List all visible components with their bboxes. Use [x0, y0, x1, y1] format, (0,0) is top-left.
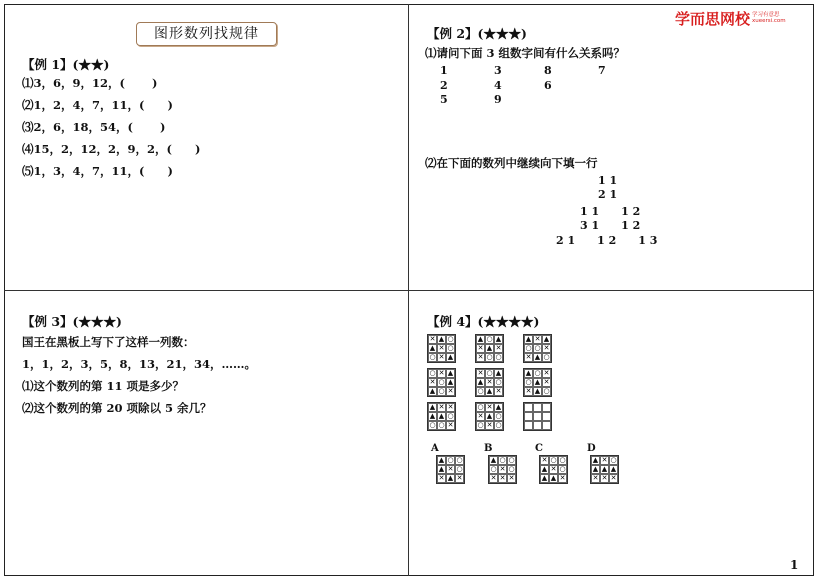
pattern-grid — [523, 334, 552, 363]
grid-cell: ○ — [447, 412, 454, 420]
grid-cell: ✕ — [486, 403, 493, 411]
pattern-grid — [427, 402, 456, 431]
grid-cell: ○ — [438, 421, 445, 429]
grid-cell: ▲ — [550, 474, 557, 482]
grid-cell — [533, 403, 542, 412]
grid-cell: ○ — [610, 456, 617, 464]
grid-cell: ✕ — [508, 474, 515, 482]
grid-cell: ○ — [508, 456, 515, 464]
grid-cell: ▲ — [447, 369, 454, 377]
worksheet-title: 图形数列找规律 — [136, 22, 277, 46]
option-label: D — [587, 443, 596, 454]
grid-cell: ○ — [477, 403, 484, 411]
grid-cell: ▲ — [490, 456, 497, 464]
example-1-item: ⑸1，3，4，7，11，( ) — [22, 164, 173, 178]
grid-cell: ▲ — [601, 465, 608, 473]
grid-cell: ▲ — [447, 378, 454, 386]
grid-cell: ○ — [447, 456, 454, 464]
grid-cell: ▲ — [438, 412, 445, 420]
example-2-heading: 【例 2】(★★★) — [427, 26, 527, 41]
grid-cell: ✕ — [486, 421, 493, 429]
grid-cell: ✕ — [438, 474, 445, 482]
grid-cell: ✕ — [525, 387, 532, 395]
grid-cell — [524, 412, 533, 421]
grid-cell: ✕ — [477, 353, 484, 361]
answer-option-grid — [539, 455, 568, 484]
grid-cell: ○ — [499, 456, 506, 464]
grid-cell: ▲ — [429, 412, 436, 420]
grid-cell: ✕ — [447, 465, 454, 473]
grid-cell: ✕ — [447, 387, 454, 395]
grid-cell: ✕ — [438, 353, 445, 361]
triangle-row: 2 1 — [598, 188, 618, 201]
grid-cell: ○ — [543, 353, 550, 361]
grid-cell: ✕ — [490, 474, 497, 482]
grid-cell — [542, 403, 551, 412]
grid-cell: ▲ — [534, 387, 541, 395]
number-cell: 3 — [494, 64, 502, 77]
grid-cell: ○ — [429, 421, 436, 429]
grid-cell: ✕ — [495, 387, 502, 395]
grid-cell — [533, 421, 542, 430]
grid-cell: ▲ — [592, 465, 599, 473]
grid-cell: ▲ — [534, 353, 541, 361]
grid-cell: ▲ — [429, 403, 436, 411]
grid-cell: ▲ — [438, 465, 445, 473]
grid-cell: ✕ — [495, 344, 502, 352]
example-3-line: 国王在黑板上写下了这样一列数： — [22, 335, 195, 349]
triangle-row: 3 1 1 2 — [580, 219, 641, 232]
example-3-line: ⑴这个数列的第 11 项是多少？ — [22, 379, 185, 393]
answer-option-grid — [488, 455, 517, 484]
grid-cell: ✕ — [543, 369, 550, 377]
grid-cell: ○ — [525, 378, 532, 386]
grid-cell: ✕ — [447, 403, 454, 411]
grid-cell: ✕ — [541, 456, 548, 464]
example-2-part1: ⑴请问下面 3 组数字间有什么关系吗？ — [425, 46, 626, 60]
grid-cell: ✕ — [447, 421, 454, 429]
triangle-row: 1 1 — [598, 174, 618, 187]
triangle-row: 2 1 1 2 1 3 — [556, 234, 658, 247]
example-1-item: ⑶2，6，18，54，( ) — [22, 120, 166, 134]
example-2-part2: ⑵在下面的数列中继续向下填一行 — [425, 156, 598, 170]
grid-cell: ○ — [534, 344, 541, 352]
pattern-grid — [475, 402, 504, 431]
grid-cell: ○ — [495, 353, 502, 361]
grid-cell: ▲ — [495, 403, 502, 411]
grid-cell: ○ — [508, 465, 515, 473]
grid-cell: ▲ — [610, 465, 617, 473]
grid-cell: ✕ — [543, 344, 550, 352]
grid-cell: ✕ — [610, 474, 617, 482]
grid-cell: ▲ — [486, 387, 493, 395]
grid-cell — [524, 403, 533, 412]
brand-logo: 学而思网校 — [675, 10, 751, 28]
example-3-heading: 【例 3】(★★★) — [22, 314, 122, 329]
grid-cell: ○ — [495, 412, 502, 420]
grid-cell: ▲ — [495, 369, 502, 377]
number-cell: 4 — [494, 79, 502, 92]
grid-cell: ○ — [495, 421, 502, 429]
grid-cell: ✕ — [486, 378, 493, 386]
grid-cell: ▲ — [525, 369, 532, 377]
brand-tagline-cn: 学习有意思 — [752, 12, 780, 18]
grid-cell: ▲ — [541, 474, 548, 482]
number-cell: 2 — [440, 79, 448, 92]
grid-cell: ▲ — [543, 335, 550, 343]
number-cell: 9 — [494, 93, 502, 106]
number-cell: 7 — [598, 64, 606, 77]
grid-cell: ○ — [543, 387, 550, 395]
grid-cell: ✕ — [499, 474, 506, 482]
grid-cell: ○ — [447, 335, 454, 343]
grid-cell: ✕ — [543, 378, 550, 386]
grid-cell: ○ — [477, 387, 484, 395]
grid-cell: ○ — [559, 465, 566, 473]
grid-cell: ○ — [486, 369, 493, 377]
grid-cell — [533, 412, 542, 421]
answer-option-grid — [590, 455, 619, 484]
example-3-line: ⑵这个数列的第 20 项除以 5 余几？ — [22, 401, 212, 415]
grid-cell: ✕ — [601, 456, 608, 464]
grid-cell — [524, 421, 533, 430]
brand-tagline — [752, 12, 786, 24]
option-label: A — [431, 443, 439, 454]
answer-option-grid — [436, 455, 465, 484]
grid-cell: ▲ — [438, 456, 445, 464]
number-cell: 8 — [544, 64, 552, 77]
grid-cell: ✕ — [525, 353, 532, 361]
grid-cell: ○ — [486, 335, 493, 343]
grid-cell: ○ — [429, 369, 436, 377]
grid-cell: ○ — [550, 456, 557, 464]
grid-cell: ▲ — [592, 456, 599, 464]
grid-cell: ○ — [429, 353, 436, 361]
grid-cell: ▲ — [486, 412, 493, 420]
grid-cell: ▲ — [477, 378, 484, 386]
grid-cell: ▲ — [429, 344, 436, 352]
example-1-item: ⑷15，2，12，2，9，2，( ) — [22, 142, 201, 156]
option-label: B — [484, 443, 493, 454]
example-3-line: 1，1，2，3，5，8，13，21，34，……。 — [22, 357, 257, 371]
grid-cell: ▲ — [486, 344, 493, 352]
pattern-grid — [475, 334, 504, 363]
grid-cell: ✕ — [601, 474, 608, 482]
grid-cell: ○ — [490, 465, 497, 473]
grid-cell: ✕ — [456, 474, 463, 482]
pattern-grid — [475, 368, 504, 397]
pattern-grid — [427, 334, 456, 363]
grid-cell: ○ — [456, 456, 463, 464]
grid-cell — [542, 421, 551, 430]
grid-cell: ✕ — [477, 344, 484, 352]
option-label: C — [535, 443, 543, 454]
grid-cell: ✕ — [477, 369, 484, 377]
grid-cell: ✕ — [559, 474, 566, 482]
grid-cell: ▲ — [525, 335, 532, 343]
horizontal-divider — [4, 290, 814, 291]
example-1-item: ⑵1，2，4，7，11，( ) — [22, 98, 173, 112]
blank-answer-grid — [523, 402, 552, 431]
grid-cell: ○ — [456, 465, 463, 473]
grid-cell: ▲ — [534, 378, 541, 386]
grid-cell: ○ — [438, 378, 445, 386]
grid-cell: ▲ — [447, 474, 454, 482]
grid-cell: ▲ — [429, 387, 436, 395]
grid-cell: ✕ — [438, 344, 445, 352]
grid-cell: ○ — [447, 344, 454, 352]
grid-cell: ▲ — [541, 465, 548, 473]
grid-cell: ▲ — [477, 335, 484, 343]
grid-cell: ✕ — [499, 465, 506, 473]
grid-cell: ○ — [559, 456, 566, 464]
grid-cell: ✕ — [592, 474, 599, 482]
brand-url: xueersi.com — [752, 18, 786, 24]
grid-cell: ▲ — [495, 335, 502, 343]
grid-cell: ○ — [534, 369, 541, 377]
number-cell: 5 — [440, 93, 448, 106]
grid-cell: ✕ — [438, 369, 445, 377]
grid-cell: ○ — [477, 421, 484, 429]
grid-cell: ○ — [525, 344, 532, 352]
number-cell: 6 — [544, 79, 552, 92]
number-cell: 1 — [440, 64, 448, 77]
grid-cell: ▲ — [438, 335, 445, 343]
pattern-grid — [523, 368, 552, 397]
grid-cell: ○ — [495, 378, 502, 386]
triangle-row: 1 1 1 2 — [580, 205, 641, 218]
pattern-grid — [427, 368, 456, 397]
grid-cell: ✕ — [429, 378, 436, 386]
grid-cell: ▲ — [447, 353, 454, 361]
grid-cell — [542, 412, 551, 421]
grid-cell: ○ — [438, 387, 445, 395]
grid-cell: ✕ — [438, 403, 445, 411]
example-4-heading: 【例 4】(★★★★) — [427, 314, 540, 329]
page-number: 1 — [790, 558, 799, 572]
grid-cell: ✕ — [550, 465, 557, 473]
grid-cell: ✕ — [534, 335, 541, 343]
grid-cell: ✕ — [477, 412, 484, 420]
grid-cell: ○ — [486, 353, 493, 361]
grid-cell: ✕ — [429, 335, 436, 343]
example-1-item: ⑴3，6，9，12，( ) — [22, 76, 158, 90]
example-1-heading: 【例 1】(★★) — [22, 57, 110, 72]
